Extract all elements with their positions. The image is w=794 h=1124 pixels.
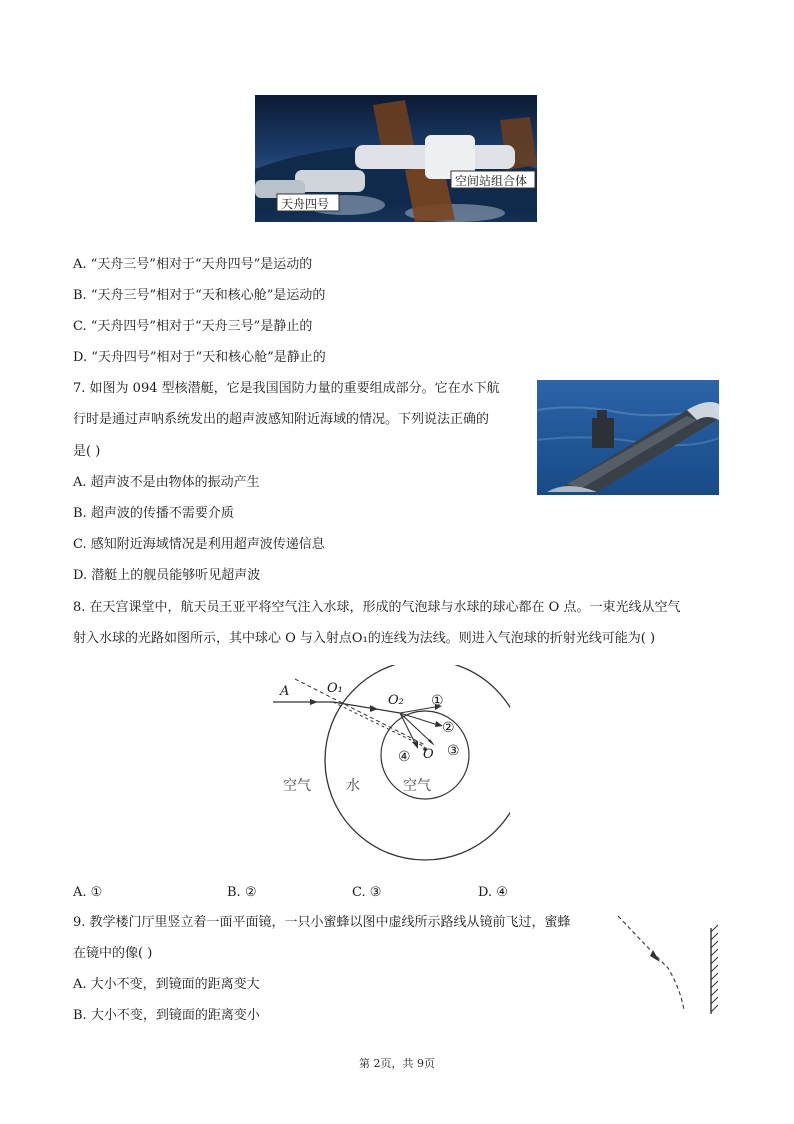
page-footer: 第 2页，共 9页 — [359, 1057, 435, 1070]
q6-option-c: C. “天舟四号”相对于“天舟三号”是静止的 — [73, 319, 313, 334]
q8-option-b: B. ② — [227, 885, 257, 900]
q8-option-a: A. ① — [73, 885, 103, 900]
label-station: 空间站组合体 — [455, 174, 528, 188]
q9-stem-line2: 在镜中的像( ) — [73, 946, 153, 961]
bee-path — [618, 916, 684, 1010]
label-air-outer: 空气 — [283, 778, 311, 794]
submarine-photo — [537, 380, 719, 495]
label-ray-3: ③ — [447, 743, 460, 759]
q8-optics-diagram — [270, 665, 510, 865]
q8-option-c: C. ③ — [352, 885, 382, 900]
label-o: O — [423, 747, 434, 762]
q7-option-b: B. 超声波的传播不需要介质 — [73, 506, 234, 521]
q7-stem-line1: 7. 如图为 094 型核潜艇，它是我国国防力量的重要组成部分。它在水下航 — [73, 381, 500, 396]
q7-option-d: D. 潜艇上的舰员能够听见超声波 — [73, 568, 261, 583]
q9-option-a: A. 大小不变，到镜面的距离变大 — [73, 977, 260, 992]
label-water: 水 — [346, 778, 360, 794]
q9-option-b: B. 大小不变，到镜面的距离变小 — [73, 1008, 260, 1023]
mirror-hatching — [711, 925, 718, 1012]
label-o1: O₁ — [327, 681, 343, 696]
label-tianzhou4: 天舟四号 — [281, 197, 330, 211]
space-station-figure — [255, 95, 537, 222]
q6-option-d: D. “天舟四号”相对于“天和核心舱”是静止的 — [73, 350, 326, 365]
q7-stem-line3: 是( ) — [73, 444, 101, 459]
q7-stem-line2: 行时是通过声呐系统发出的超声波感知附近海域的情况。下列说法正确的 — [73, 412, 490, 427]
label-o2: O₂ — [388, 693, 404, 708]
label-ray-4: ④ — [398, 749, 411, 765]
label-air-inner: 空气 — [403, 778, 431, 794]
q9-mirror-figure — [610, 910, 725, 1020]
label-a: A — [280, 684, 290, 699]
q6-option-b: B. “天舟三号”相对于“天和核心舱”是运动的 — [73, 288, 326, 303]
label-ray-2: ② — [442, 720, 455, 736]
q7-option-a: A. 超声波不是由物体的振动产生 — [73, 475, 260, 490]
q8-stem-line1: 8. 在天宫课堂中，航天员王亚平将空气注入水球，形成的气泡球与水球的球心都在 O 点。一束光线从空气 — [73, 600, 681, 615]
q8-stem-line2: 射入水球的光路如图所示，其中球心 O 与入射点O₁的连线为法线。则进入气泡球的折射光线可能为( ) — [73, 631, 656, 646]
q8-option-d: D. ④ — [478, 885, 508, 900]
water-sphere — [325, 665, 510, 860]
q7-option-c: C. 感知附近海域情况是利用超声波传递信息 — [73, 537, 325, 552]
q9-stem-line1: 9. 教学楼门厅里竖立着一面平面镜，一只小蜜蜂以图中虚线所示路线从镜前飞过，蜜蜂 — [73, 915, 571, 930]
label-ray-1: ① — [431, 693, 444, 709]
bee-path-arrow — [650, 950, 660, 962]
q6-option-a: A. “天舟三号”相对于“天舟四号”是运动的 — [73, 257, 313, 272]
